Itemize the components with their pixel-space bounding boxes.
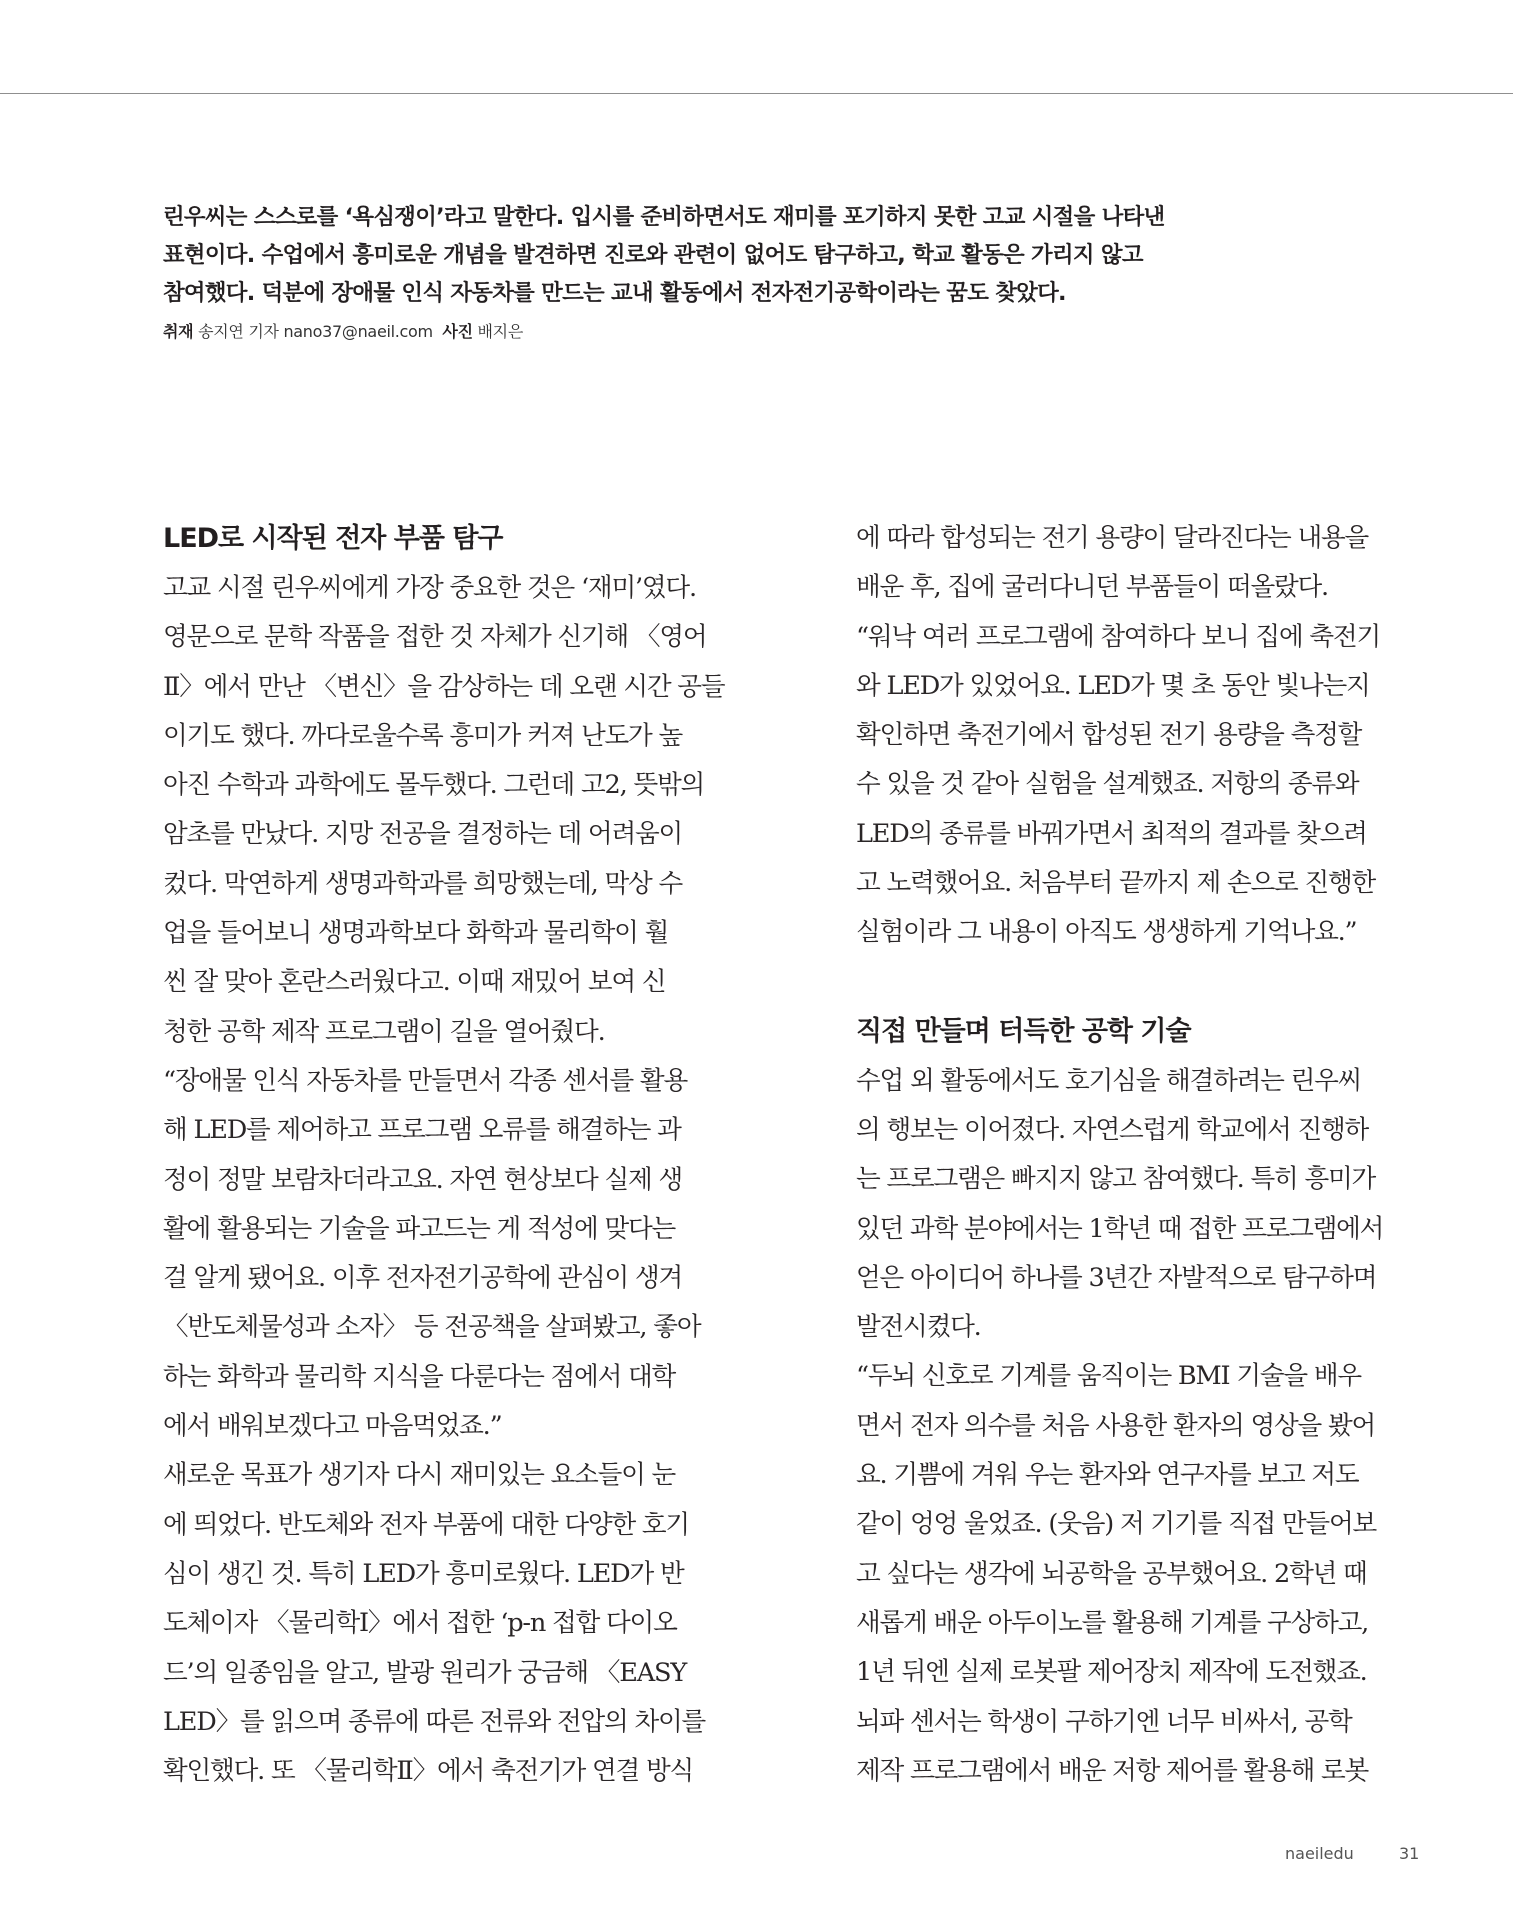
body-line: 도체이자 〈물리학Ⅰ〉에서 접한 ‘p-n 접합 다이오: [163, 1608, 677, 1639]
body-line: 청한 공학 제작 프로그램이 길을 열어줬다.: [163, 1016, 605, 1047]
body-line: 수 있을 것 같아 실험을 설계했죠. 저항의 종류와: [856, 769, 1359, 800]
body-line: 심이 생긴 것. 특히 LED가 흥미로웠다. LED가 반: [163, 1558, 684, 1589]
section-spacer: [856, 958, 1416, 1007]
body-line: 아진 수학과 과학에도 몰두했다. 그런데 고2, 뜻밖의: [163, 770, 705, 801]
right-column: [856, 514, 1416, 1796]
section-heading-led: LED로 시작된 전자 부품 탐구: [163, 523, 503, 554]
body-line: 컸다. 막연하게 생명과학과를 희망했는데, 막상 수: [163, 868, 683, 899]
body-line: 면서 전자 의수를 처음 사용한 환자의 영상을 봤어: [856, 1410, 1376, 1441]
body-line: 확인했다. 또 〈물리학Ⅱ〉에서 축전기가 연결 방식: [163, 1756, 694, 1787]
body-line: 해 LED를 제어하고 프로그램 오류를 해결하는 과: [163, 1115, 681, 1146]
lead-paragraph: [163, 198, 1243, 312]
body-line: 고 노력했어요. 처음부터 끝까지 제 손으로 진행한: [856, 868, 1376, 899]
body-line: 제작 프로그램에서 배운 저항 제어를 활용해 로봇: [856, 1755, 1369, 1786]
byline-photographer: 배지은: [477, 322, 523, 341]
body-line: 암초를 만났다. 지망 전공을 결정하는 데 어려움이: [163, 819, 683, 850]
body-line: 하는 화학과 물리학 지식을 다룬다는 점에서 대학: [163, 1361, 676, 1392]
body-line: 와 LED가 있었어요. LED가 몇 초 동안 빛나는지: [856, 670, 1370, 701]
right-column-body-top: [856, 514, 1416, 958]
body-line: 활에 활용되는 기술을 파고드는 게 적성에 맞다는: [163, 1213, 676, 1244]
body-line: “장애물 인식 자동차를 만들면서 각종 센서를 활용: [163, 1065, 687, 1096]
page-number: 31: [1399, 1844, 1420, 1863]
body-line: 이기도 했다. 까다로울수록 흥미가 커져 난도가 높: [163, 720, 683, 751]
body-line: 뇌파 센서는 학생이 구하기엔 너무 비싸서, 공학: [856, 1706, 1352, 1737]
lead-line: 린우씨는 스스로를 ‘욕심쟁이’라고 말한다. 입시를 준비하면서도 재미를 포기하지 못한 고교 시절을 나타낸: [163, 204, 1165, 230]
body-line: 의 행보는 이어졌다. 자연스럽게 학교에서 진행하: [856, 1114, 1369, 1145]
body-line: 수업 외 활동에서도 호기심을 해결하려는 린우씨: [856, 1065, 1362, 1096]
body-line: 같이 엉엉 울었죠. (웃음) 저 기기를 직접 만들어보: [856, 1509, 1377, 1540]
body-line: 발전시켰다.: [856, 1312, 981, 1343]
body-line: 요. 기쁨에 겨워 우는 환자와 연구자를 보고 저도: [856, 1460, 1359, 1491]
body-line: 에 띄었다. 반도체와 전자 부품에 대한 다양한 호기: [163, 1509, 689, 1540]
body-line: 확인하면 축전기에서 합성된 전기 용량을 측정할: [856, 720, 1362, 751]
body-line: 얻은 아이디어 하나를 3년간 자발적으로 탐구하며: [856, 1262, 1377, 1293]
top-divider: [0, 93, 1513, 94]
section-heading-engineering: 직접 만들며 터득한 공학 기술: [856, 1015, 1191, 1047]
body-line: 걸 알게 됐어요. 이후 전자전기공학에 관심이 생겨: [163, 1263, 683, 1294]
left-column-body: [163, 564, 723, 1796]
body-line: 업을 들어보니 생명과학보다 화학과 물리학이 훨: [163, 918, 669, 949]
lead-line: 참여했다. 덕분에 장애물 인식 자동차를 만드는 교내 활동에서 전자전기공학이라는 꿈도 찾았다.: [163, 280, 1066, 306]
body-line: 새로운 목표가 생기자 다시 재미있는 요소들이 눈: [163, 1460, 676, 1491]
body-line: 고 싶다는 생각에 뇌공학을 공부했어요. 2학년 때: [856, 1558, 1367, 1589]
right-column-body-bottom: [856, 1057, 1416, 1796]
body-line: 에 따라 합성되는 전기 용량이 달라진다는 내용을: [856, 523, 1369, 553]
byline-reporting-label: 취재: [163, 322, 194, 341]
body-line: 영문으로 문학 작품을 접한 것 자체가 신기해 〈영어: [163, 622, 707, 653]
body-line: LED의 종류를 바꿔가면서 최적의 결과를 찾으려: [856, 818, 1367, 849]
body-line: 고교 시절 린우씨에게 가장 중요한 것은 ‘재미’였다.: [163, 573, 696, 603]
body-line: “두뇌 신호로 기계를 움직이는 BMI 기술을 배우: [856, 1361, 1361, 1392]
body-line: LED〉를 읽으며 종류에 따른 전류와 전압의 차이를: [163, 1706, 706, 1737]
body-line: 배운 후, 집에 굴러다니던 부품들이 떠올랐다.: [856, 572, 1328, 603]
body-line: 실험이라 그 내용이 아직도 생생하게 기억나요.”: [856, 917, 1357, 948]
body-line: 1년 뒤엔 실제 로봇팔 제어장치 제작에 도전했죠.: [856, 1657, 1367, 1688]
body-line: 씬 잘 맞아 혼란스러웠다고. 이때 재밌어 보여 신: [163, 967, 666, 998]
body-line: Ⅱ〉에서 만난 〈변신〉을 감상하는 데 오랜 시간 공들: [163, 671, 725, 702]
body-line: 〈반도체물성과 소자〉 등 전공책을 살펴봤고, 좋아: [163, 1312, 701, 1343]
lead-line: 표현이다. 수업에서 흥미로운 개념을 발견하면 진로와 관련이 없어도 탐구하고, 학교 활동은 가리지 않고: [163, 242, 1143, 268]
byline-reporter: 송지연 기자 nano37@naeil.com: [198, 322, 433, 341]
body-line: “워낙 여러 프로그램에 참여하다 보니 집에 축전기: [856, 621, 1380, 652]
body-line: 는 프로그램은 빠지지 않고 참여했다. 특히 흥미가: [856, 1164, 1376, 1195]
byline: [163, 320, 523, 344]
body-line: 에서 배워보겠다고 마음먹었죠.”: [163, 1411, 502, 1442]
body-line: 있던 과학 분야에서는 1학년 때 접한 프로그램에서: [856, 1213, 1384, 1244]
body-line: 드’의 일종임을 알고, 발광 원리가 궁금해 〈EASY: [163, 1657, 687, 1688]
body-line: 정이 정말 보람차더라고요. 자연 현상보다 실제 생: [163, 1164, 683, 1195]
byline-photo-label: 사진: [442, 322, 473, 341]
left-column: [163, 514, 723, 1796]
body-line: 새롭게 배운 아두이노를 활용해 기계를 구상하고,: [856, 1607, 1369, 1638]
footer-magazine-name: naeiledu: [1285, 1844, 1354, 1863]
